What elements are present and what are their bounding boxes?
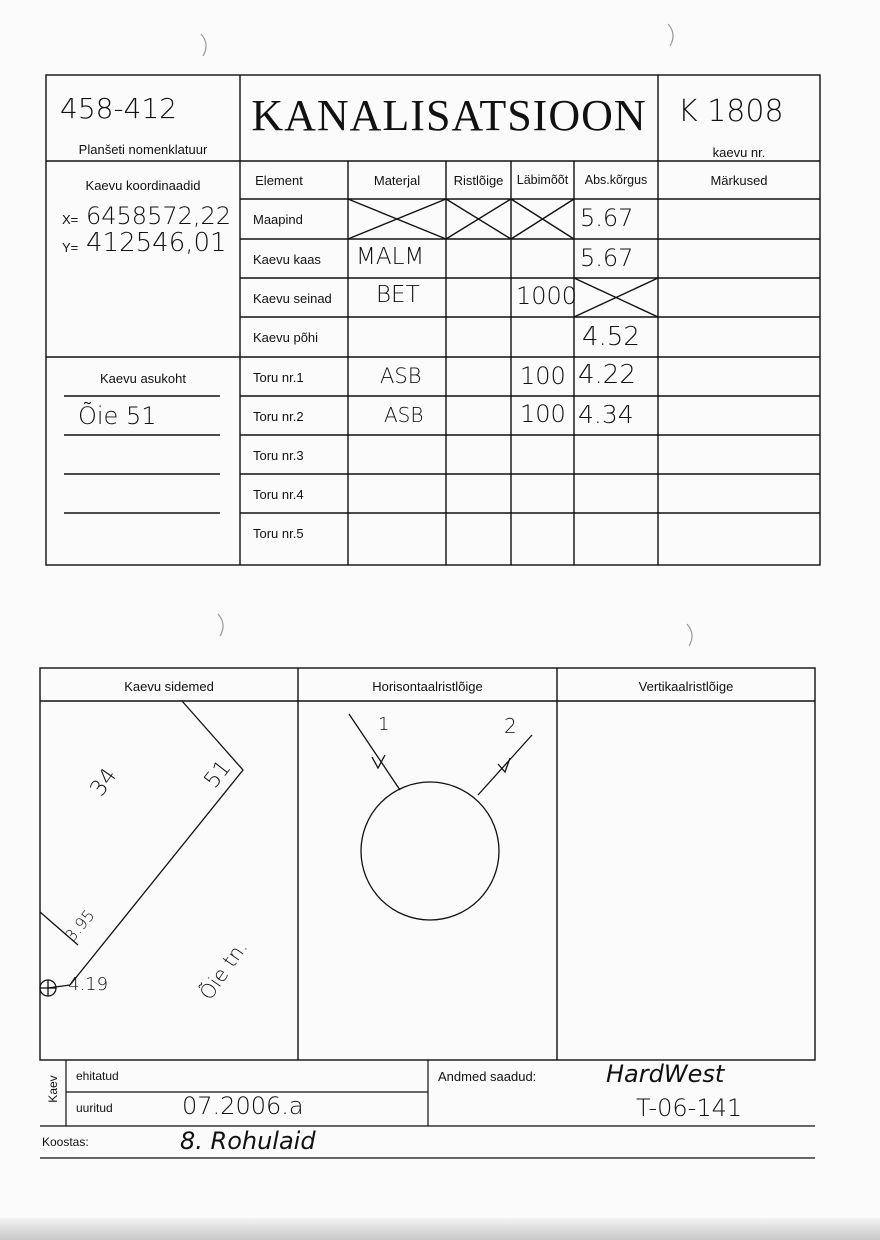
dimension-419: 4.19 (68, 974, 109, 995)
dimension-51: 51 (199, 755, 237, 794)
row-material: BET (376, 282, 420, 308)
data-source-value: HardWest (606, 1060, 725, 1088)
x-prefix: X= (62, 212, 79, 227)
row-material: MALM (356, 244, 425, 270)
page-title: KANALISATSIOON (251, 91, 647, 140)
header-material: Materjal (373, 173, 421, 188)
dimension-34: 34 (85, 763, 123, 802)
row-material: ASB (384, 403, 424, 427)
y-prefix: Y= (62, 240, 79, 255)
coordinates-label: Kaevu koordinaadid (85, 178, 201, 193)
row-abs-height: 5.67 (580, 244, 634, 272)
punch-mark (668, 24, 673, 46)
row-element: Toru nr.2 (253, 409, 304, 424)
well-side-label: Kaev (46, 1075, 60, 1103)
location-value: Õie 51 (78, 402, 157, 430)
data-source-label: Andmed saadud: (438, 1069, 537, 1084)
row-element: Toru nr.3 (253, 448, 304, 463)
row-diameter: 100 (520, 362, 566, 390)
row-element: Kaevu kaas (253, 252, 321, 267)
ties-sketch (40, 701, 243, 996)
row-element: Kaevu põhi (253, 330, 319, 345)
street-name: Õie tn. (194, 935, 253, 1005)
location-label: Kaevu asukoht (99, 371, 186, 386)
pipe-1-label: 1 (378, 714, 390, 735)
row-element: Toru nr.5 (253, 526, 304, 541)
row-diameter: 100 (520, 400, 566, 428)
header-abs-height: Abs.kõrgus (584, 173, 648, 187)
row-element: Toru nr.4 (253, 487, 304, 502)
compiled-label: Koostas: (42, 1135, 89, 1149)
horizontal-section-label: Horisontaalristlõige (372, 679, 483, 694)
pipe-2-label: 2 (504, 714, 517, 738)
row-diameter: 1000 (516, 282, 578, 310)
row-abs-height: 4.22 (578, 360, 636, 390)
vertical-section-label: Vertikaalristlõige (638, 679, 734, 694)
row-material: ASB (380, 364, 422, 388)
row-abs-height: 4.34 (578, 400, 634, 429)
header-notes: Märkused (710, 173, 768, 188)
punch-mark (201, 34, 206, 56)
punch-mark (218, 614, 223, 636)
row-element: Toru nr.1 (253, 370, 304, 385)
surveyed-label: uuritud (76, 1101, 113, 1115)
well-label: kaevu nr. (712, 145, 766, 160)
row-element: Maapind (253, 212, 303, 227)
x-value: 6458572,22 (86, 202, 232, 230)
row-abs-height: 4.52 (582, 322, 640, 352)
row-element: Kaevu seinad (253, 291, 332, 306)
ties-label: Kaevu sidemed (124, 679, 214, 694)
built-label: ehitatud (76, 1069, 119, 1083)
sheet-label: Planšeti nomenklatuur (78, 142, 208, 157)
scan-shadow (0, 1218, 880, 1240)
row-abs-height: 5.67 (580, 204, 634, 232)
y-value: 412546,01 (86, 228, 227, 258)
sketch-grid (40, 668, 815, 1060)
compiled-value: 8. Rohulaid (180, 1127, 316, 1155)
well-number: K 1808 (678, 94, 784, 129)
header-diameter: Läbimõõt (516, 173, 569, 187)
header-element: Element (255, 173, 303, 188)
data-source-code: T-06-141 (636, 1094, 743, 1122)
horizontal-section-sketch (349, 714, 532, 920)
dimension-395: 3.95 (61, 905, 99, 946)
header-cross-section: Ristlõige (453, 173, 504, 188)
punch-mark (687, 624, 692, 646)
sheet-number: 458-412 (60, 92, 177, 125)
surveyed-value: 07.2006.a (182, 1092, 304, 1120)
